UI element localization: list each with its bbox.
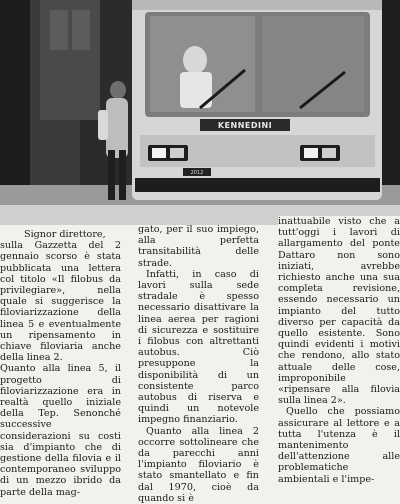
article-column-2: [138, 224, 259, 504]
article-column-3: [278, 216, 400, 485]
paragraph: Quanto alla linea 2 occorre sottolineare che da parecchi anni l'impianto filoviario è stato smantellato e fin dal 1970, cioè da quando si è: [138, 425, 259, 504]
paragraph: sulla Gazzetta del 2 gennaio scorso è stata pubblicata una lettera col titolo «Il filobus da privilegiare», nella quale si suggerisce la filoviarizzazione della linea 5 e eventualmente un ripensamento in chiave filoviaria anche della linea 2.: [0, 240, 121, 364]
paragraph: Quello che possiamo assicurare al lettore e a tutta l'utenza è il mantenimento dell'attenzione alle problematiche ambientali e l'impe-: [278, 406, 400, 485]
bus-number-plate: 2012: [190, 170, 204, 176]
salutation: Signor direttore,: [24, 229, 106, 240]
article-body: [0, 216, 400, 504]
bus-photo: [0, 0, 400, 225]
paragraph: Quanto alla linea 5, il progetto di filoviarizzazione era in realtà quello iniziale della Tep. Senonché successive considerazioni su costi sia d'impianto che di gestione della filovia e il contemporaneo sviluppo di un mezzo ibrido da parte della mag-: [0, 363, 121, 498]
bus-brand-label: KENNEDINI: [217, 121, 273, 130]
paragraph: gato, per il suo impiego, alla perfetta transitabilità delle strade.: [138, 224, 259, 269]
bus-photo-image: [0, 0, 400, 225]
paragraph: inattuabile visto che a tutt'oggi i lavori di allargamento del ponte Dattaro non sono iniziati, avrebbe richiesto anche una sua completa revisione, essendo necessario un impianto del tutto diverso per capacità da quello esistente. Sono quindi evidenti i motivi che rendono, allo stato attuale delle cose, improponibile «ripensare alla filovia sulla linea 2».: [278, 216, 400, 407]
paragraph: Infatti, in caso di lavori sulla sede stradale è spesso necessario disattivare la linea aerea per ragioni di sicurezza e sostituire i filobus con altrettanti autobus. Ciò presuppone la disponibilità di un consistente parco autobus di riserva e quindi un notevole impegno finanziario.: [138, 268, 259, 426]
article-column-1: [0, 229, 121, 498]
